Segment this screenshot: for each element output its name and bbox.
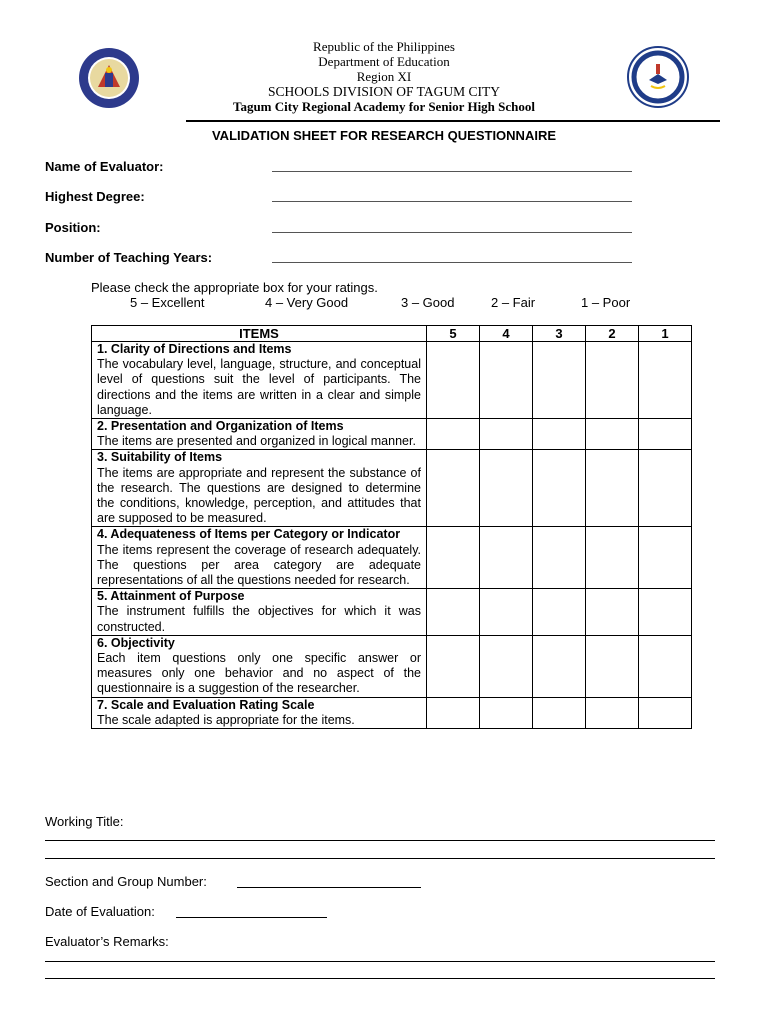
field-line-degree[interactable] <box>272 201 632 202</box>
rating-box-4[interactable] <box>480 419 533 450</box>
rating-box-5[interactable] <box>427 635 480 697</box>
rating-box-1[interactable] <box>639 527 692 589</box>
scale-3: 3 – Good <box>401 295 455 310</box>
item-cell <box>92 419 427 450</box>
rating-box-2[interactable] <box>586 450 639 527</box>
rating-box-1[interactable] <box>639 342 692 419</box>
scale-5: 5 – Excellent <box>130 295 205 310</box>
scale-2: 2 – Fair <box>491 295 536 310</box>
field-label-evaluator: Name of Evaluator: <box>45 159 164 174</box>
rating-box-2[interactable] <box>586 419 639 450</box>
rating-box-2[interactable] <box>586 527 639 589</box>
item-title: 2. Presentation and Organization of Items <box>97 419 344 434</box>
rating-box-5[interactable] <box>427 450 480 527</box>
field-label-position: Position: <box>45 220 101 235</box>
item-title: 7. Scale and Evaluation Rating Scale <box>97 697 315 712</box>
header-2: 2 <box>586 326 639 342</box>
table-row <box>92 589 692 636</box>
rating-box-4[interactable] <box>480 635 533 697</box>
date-evaluation-label: Date of Evaluation: <box>45 904 155 919</box>
rating-box-2[interactable] <box>586 342 639 419</box>
remarks-line-2[interactable] <box>45 978 715 979</box>
rating-box-2[interactable] <box>586 697 639 728</box>
rating-box-1[interactable] <box>639 419 692 450</box>
rating-box-1[interactable] <box>639 589 692 636</box>
working-title-line-2[interactable] <box>45 858 715 859</box>
rating-box-3[interactable] <box>533 697 586 728</box>
scale-4: 4 – Very Good <box>265 295 349 310</box>
header-4: 4 <box>480 326 533 342</box>
header-3: 3 <box>533 326 586 342</box>
header-region: Region XI <box>356 69 412 84</box>
field-line-evaluator[interactable] <box>272 171 632 172</box>
table-row <box>92 342 692 419</box>
rating-box-1[interactable] <box>639 450 692 527</box>
rating-box-3[interactable] <box>533 450 586 527</box>
rating-box-1[interactable] <box>639 635 692 697</box>
item-cell <box>92 450 427 527</box>
rating-box-5[interactable] <box>427 697 480 728</box>
section-group-label: Section and Group Number: <box>45 874 207 889</box>
field-label-degree: Highest Degree: <box>45 189 145 204</box>
rating-box-4[interactable] <box>480 342 533 419</box>
rating-box-3[interactable] <box>533 635 586 697</box>
item-desc: The items represent the coverage of research adequately. The questions per area category are adequate representations of all the questions needed for research. <box>97 542 421 588</box>
field-label-teaching-years: Number of Teaching Years: <box>45 250 213 265</box>
instructions-text: Please check the appropriate box for your ratings. <box>91 280 378 295</box>
item-cell <box>92 697 427 728</box>
rating-box-5[interactable] <box>427 589 480 636</box>
item-title: 5. Attainment of Purpose <box>97 589 245 604</box>
table-row <box>92 635 692 697</box>
item-cell <box>92 527 427 589</box>
header-republic: Republic of the Philippines <box>313 39 455 54</box>
table-row <box>92 697 692 728</box>
header-1: 1 <box>639 326 692 342</box>
field-line-position[interactable] <box>272 232 632 233</box>
rating-box-1[interactable] <box>639 697 692 728</box>
rating-box-2[interactable] <box>586 589 639 636</box>
item-desc: The scale adapted is appropriate for the items. <box>97 712 355 727</box>
working-title-line-1[interactable] <box>45 840 715 841</box>
rating-box-4[interactable] <box>480 527 533 589</box>
header-division: SCHOOLS DIVISION OF TAGUM CITY <box>268 84 500 99</box>
section-group-line[interactable] <box>237 887 421 888</box>
rating-box-3[interactable] <box>533 419 586 450</box>
item-desc: The instrument fulfills the objectives for which it was constructed. <box>97 604 421 634</box>
working-title-label: Working Title: <box>45 814 124 829</box>
rating-box-5[interactable] <box>427 419 480 450</box>
table-row <box>92 450 692 527</box>
remarks-label: Evaluator’s Remarks: <box>45 934 169 949</box>
rating-box-5[interactable] <box>427 527 480 589</box>
rating-box-4[interactable] <box>480 697 533 728</box>
item-title: 4. Adequateness of Items per Category or Indicator <box>97 527 401 542</box>
rating-box-4[interactable] <box>480 589 533 636</box>
rating-box-5[interactable] <box>427 342 480 419</box>
header-divider <box>186 120 720 122</box>
header-department: Department of Education <box>318 54 450 69</box>
table-header-row <box>92 326 692 342</box>
table-row <box>92 419 692 450</box>
item-title: 3. Suitability of Items <box>97 450 223 465</box>
rating-box-3[interactable] <box>533 589 586 636</box>
date-evaluation-line[interactable] <box>176 917 327 918</box>
remarks-line-1[interactable] <box>45 961 715 962</box>
header-school: Tagum City Regional Academy for Senior High School <box>232 99 536 114</box>
rating-box-2[interactable] <box>586 635 639 697</box>
field-line-teaching-years[interactable] <box>272 262 632 263</box>
rating-box-3[interactable] <box>533 342 586 419</box>
scale-1: 1 – Poor <box>581 295 631 310</box>
rating-table <box>91 325 692 729</box>
rating-box-4[interactable] <box>480 450 533 527</box>
table-row <box>92 527 692 589</box>
header-items: ITEMS <box>92 326 427 342</box>
item-title: 1. Clarity of Directions and Items <box>97 342 292 356</box>
rating-box-3[interactable] <box>533 527 586 589</box>
item-desc: Each item questions only one specific answer or measures only one behavior and no aspect of the questionnaire is a suggestion of the researcher. <box>97 651 421 696</box>
item-title: 6. Objectivity <box>97 635 175 650</box>
item-desc: The items are presented and organized in logical manner. <box>97 434 416 449</box>
page-title: VALIDATION SHEET FOR RESEARCH QUESTIONNAIRE <box>211 128 557 143</box>
item-cell <box>92 589 427 636</box>
item-desc: The vocabulary level, language, structure, and conceptual level of questions suit the level of participants. The directions and the items are written in a clear and simple language. <box>97 357 421 417</box>
item-desc: The items are appropriate and represent the substance of the research. The questions are designed to determine the conditions, knowledge, perception, and attitudes that are supposed to be measured. <box>97 465 421 526</box>
item-cell <box>92 342 427 419</box>
header-5: 5 <box>427 326 480 342</box>
item-cell <box>92 635 427 697</box>
